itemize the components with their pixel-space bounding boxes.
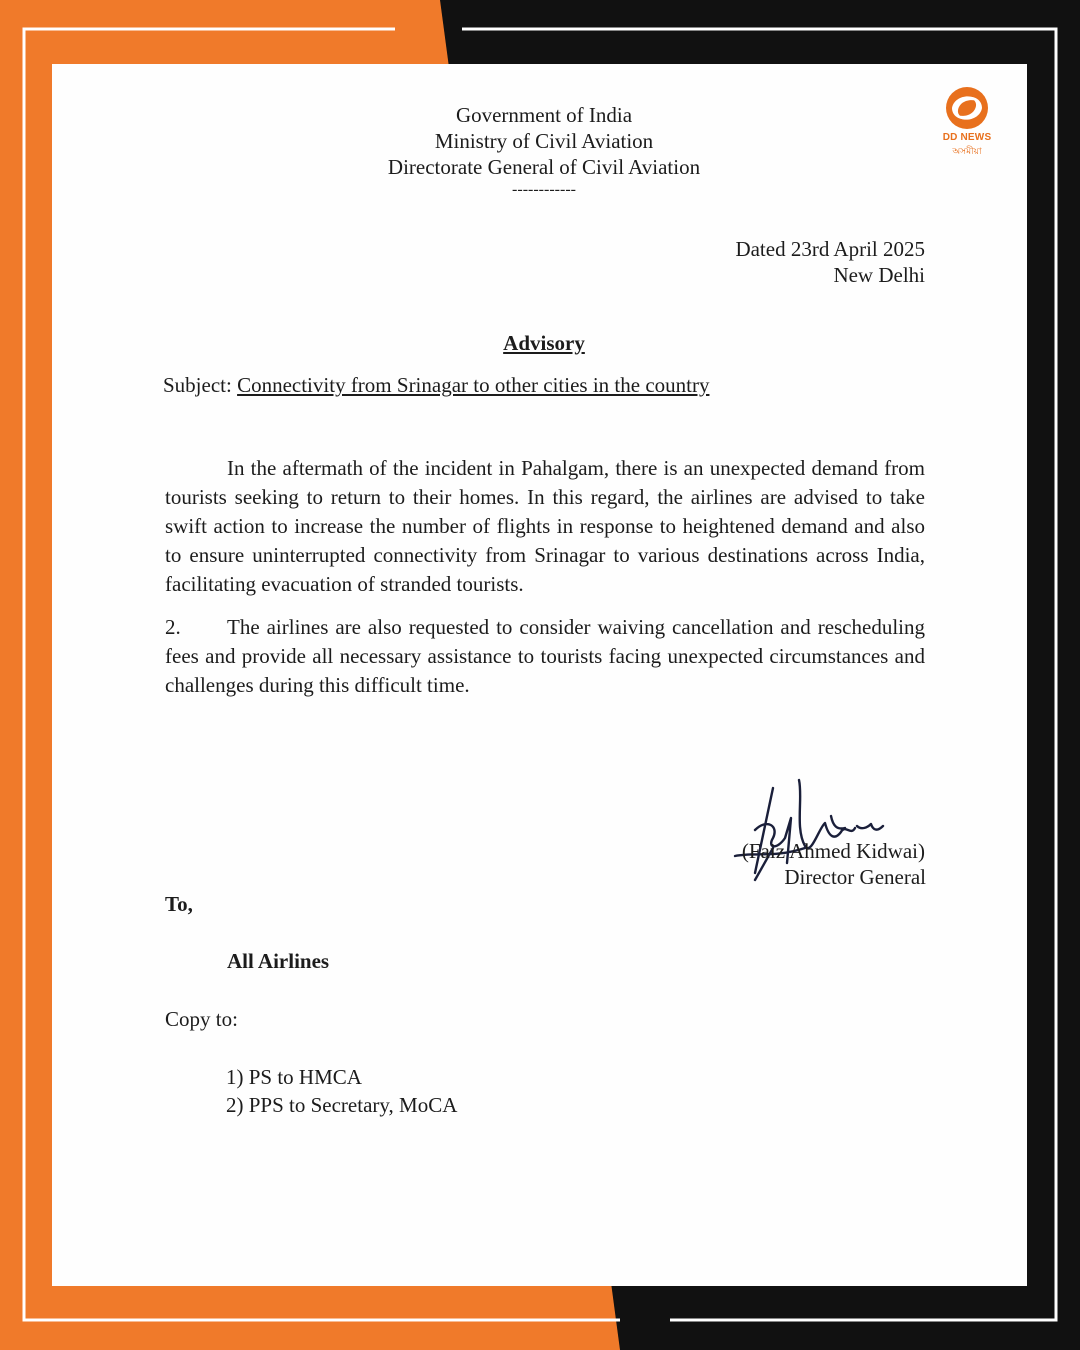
- dd-news-logo: [932, 84, 1002, 164]
- paragraph-1: In the aftermath of the incident in Pahalgam, there is an unexpected demand from tourists seeking to return to their homes. In this regard, the airlines are advised to take swift action to increase the number of flights in response to heightened demand and also to ensure uninterrupted connectivity from Srinagar to various destinations across India, facilitating evacuation of stranded tourists.: [165, 456, 925, 596]
- subject-text: Connectivity from Srinagar to other cities in the country: [237, 373, 710, 397]
- header-ministry: Ministry of Civil Aviation: [434, 129, 654, 153]
- signatory-name: (Faiz Ahmed Kidwai): [741, 839, 925, 863]
- subject-line: [163, 372, 709, 398]
- subject-label: Subject:: [163, 373, 232, 397]
- header-government: Government of India: [455, 103, 633, 127]
- copy-to-label: Copy to:: [165, 1007, 238, 1031]
- recipient-all-airlines: All Airlines: [227, 949, 330, 973]
- paragraph-2: The airlines are also requested to consider waiving cancellation and rescheduling fees and provide all necessary assistance to tourists facing unexpected circumstances and challenges during this difficult time.: [165, 615, 925, 697]
- header-directorate: Directorate General of Civil Aviation: [387, 155, 701, 179]
- place-line: New Delhi: [833, 263, 925, 287]
- advisory-title: Advisory: [503, 331, 585, 355]
- copy-recipient-1: 1) PS to HMCA: [226, 1065, 362, 1089]
- copy-recipient-2: 2) PPS to Secretary, MoCA: [226, 1093, 458, 1117]
- dd-news-emblem-icon: [932, 84, 1002, 132]
- header-rule: ------------: [512, 181, 576, 198]
- paragraph-2-number: 2.: [165, 615, 181, 639]
- date-line: Dated 23rd April 2025: [735, 237, 925, 261]
- logo-subtitle: অসমীয়া: [952, 147, 982, 157]
- logo-title: DD NEWS: [942, 132, 992, 143]
- signatory-title: Director General: [784, 865, 926, 889]
- to-label: To,: [165, 892, 193, 916]
